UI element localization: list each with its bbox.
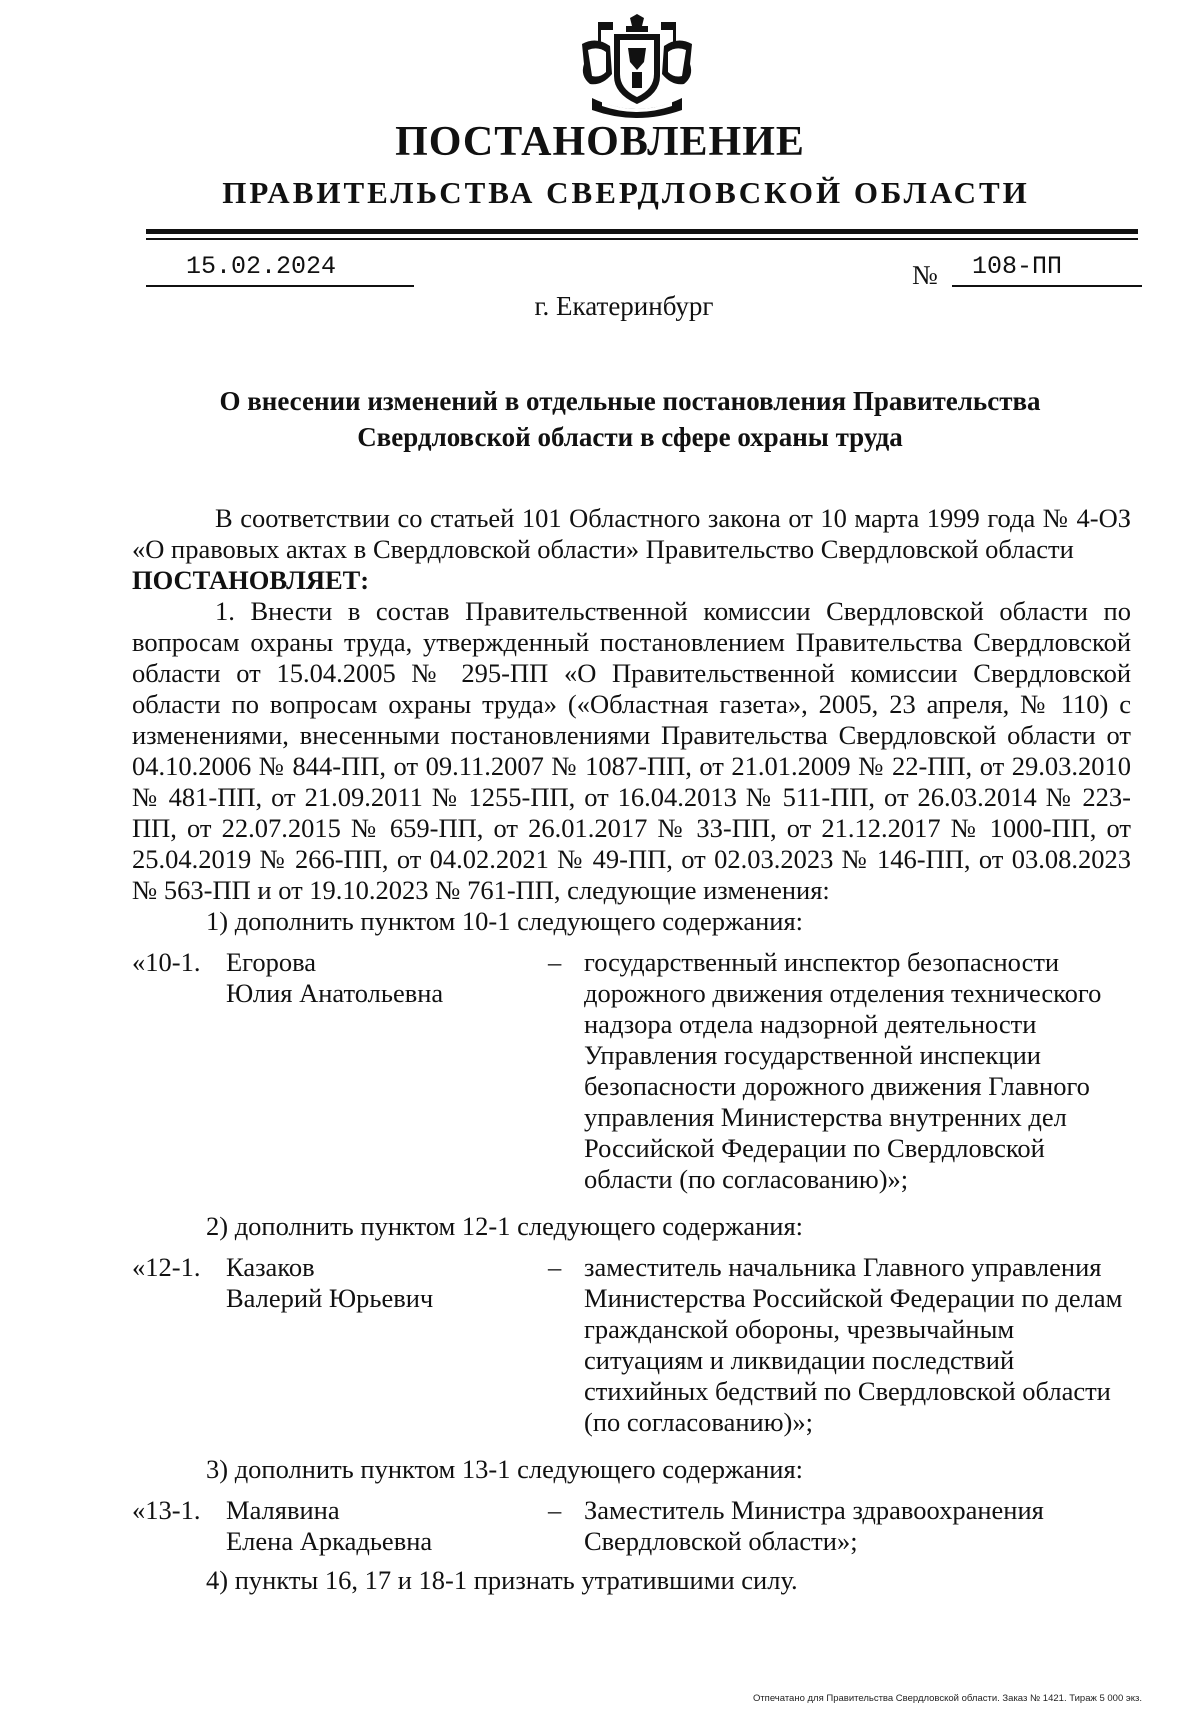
header-rule-thin bbox=[146, 238, 1138, 240]
member-surname: Малявина bbox=[226, 1495, 340, 1525]
document-subtitle: ПРАВИТЕЛЬСТВА СВЕРДЛОВСКОЙ ОБЛАСТИ bbox=[222, 175, 1030, 210]
position-line: (по согласованию)»; bbox=[584, 1407, 813, 1437]
member-name bbox=[226, 1252, 526, 1314]
coat-of-arms-emblem bbox=[572, 14, 702, 120]
heading-line-2: Свердловской области в сфере охраны труда bbox=[357, 422, 903, 452]
position-line: дорожного движения отделения технического bbox=[584, 978, 1102, 1008]
member-given-names: Елена Аркадьевна bbox=[226, 1526, 433, 1556]
position-line: заместитель начальника Главного управления bbox=[584, 1252, 1102, 1282]
number-underline bbox=[952, 285, 1142, 287]
position-line: безопасности дорожного движения Главного bbox=[584, 1071, 1090, 1101]
item-1-paragraph: 1. Внести в состав Правительственной комиссии Свердловской области по вопросам охраны труда, утвержденный постановлением Правительства Свердловской области от 15.04.2005 № 295-ПП «О Правительственной комиссии Свердловской области по вопросам охраны труда» («Областная газета», 2005, 23 апреля, № 110) с изменениями, внесенными постановлениями Правительства Свердловской области от 04.10.2006 № 844-ПП, от 09.11.2007 № 1087-ПП, от 21.01.2009 № 22-ПП, от 29.03.2010 № 481-ПП, от 21.09.2011 № 1255-ПП, от 16.04.2013 № 511-ПП, от 26.03.2014 № 223-ПП, от 22.07.2015 № 659-ПП, от 26.01.2017 № 33-ПП, от 21.12.2017 № 1000-ПП, от 25.04.2019 № 266-ПП, от 04.02.2021 № 49-ПП, от 02.03.2023 № 146-ПП, от 03.08.2023 № 563-ПП и от 19.10.2023 № 761-ПП, следующие изменения: bbox=[132, 596, 1131, 905]
position-line: государственный инспектор безопасности bbox=[584, 947, 1060, 977]
subitem-1: 1) дополнить пунктом 10-1 следующего содержания: bbox=[206, 906, 804, 936]
position-line: Министерства Российской Федерации по делам bbox=[584, 1283, 1123, 1313]
position-line: области (по согласованию)»; bbox=[584, 1164, 909, 1194]
entry-number: «13-1. bbox=[132, 1495, 201, 1525]
member-surname: Казаков bbox=[226, 1252, 315, 1282]
member-given-names: Валерий Юрьевич bbox=[226, 1283, 434, 1313]
entry-dash: – bbox=[548, 1252, 562, 1282]
document-heading bbox=[0, 383, 1200, 455]
number-sign: № bbox=[912, 260, 938, 290]
position-line: Управления государственной инспекции bbox=[584, 1040, 1041, 1070]
member-position bbox=[584, 1495, 1144, 1557]
position-line: стихийных бедствий по Свердловской области bbox=[584, 1376, 1111, 1406]
entry-number: «10-1. bbox=[132, 947, 201, 977]
intro-paragraph: В соответствии со статьей 101 Областного закона от 10 марта 1999 года № 4-ОЗ «О правовых актах в Свердловской области» Правительство Свердловской области bbox=[132, 503, 1131, 564]
position-line: Российской Федерации по Свердловской bbox=[584, 1133, 1045, 1163]
position-line: гражданской обороны, чрезвычайным bbox=[584, 1314, 1015, 1344]
subitem-4: 4) пункты 16, 17 и 18-1 признать утратившими силу. bbox=[206, 1565, 798, 1595]
document-date: 15.02.2024 bbox=[186, 252, 337, 281]
member-entry bbox=[132, 1252, 1131, 1438]
entry-dash: – bbox=[548, 1495, 562, 1525]
member-name bbox=[226, 947, 526, 1009]
position-line: Заместитель Министра здравоохранения bbox=[584, 1495, 1044, 1525]
member-surname: Егорова bbox=[226, 947, 317, 977]
print-footer: Отпечатано для Правительства Свердловской области. Заказ № 1421. Тираж 5 000 экз. bbox=[752, 1693, 1142, 1704]
position-line: управления Министерства внутренних дел bbox=[584, 1102, 1067, 1132]
decree-word: ПОСТАНОВЛЯЕТ: bbox=[132, 565, 370, 595]
date-underline bbox=[146, 285, 414, 287]
document-city: г. Екатеринбург bbox=[534, 291, 714, 321]
position-line: Свердловской области»; bbox=[584, 1526, 858, 1556]
member-name bbox=[226, 1495, 526, 1557]
member-position bbox=[584, 947, 1144, 1195]
document-title: ПОСТАНОВЛЕНИЕ bbox=[395, 119, 805, 165]
member-given-names: Юлия Анатольевна bbox=[226, 978, 444, 1008]
header-rule-thick bbox=[146, 229, 1138, 234]
heading-line-1: О внесении изменений в отдельные постановления Правительства bbox=[219, 386, 1041, 416]
position-line: надзора отдела надзорной деятельности bbox=[584, 1009, 1037, 1039]
member-entry bbox=[132, 947, 1131, 1195]
subitem-3: 3) дополнить пунктом 13-1 следующего содержания: bbox=[206, 1454, 804, 1484]
document-body bbox=[132, 503, 1131, 1596]
position-line: ситуациям и ликвидации последствий bbox=[584, 1345, 1015, 1375]
subitem-2: 2) дополнить пунктом 12-1 следующего содержания: bbox=[206, 1211, 804, 1241]
member-entry bbox=[132, 1495, 1131, 1557]
entry-number: «12-1. bbox=[132, 1252, 201, 1282]
entry-dash: – bbox=[548, 947, 562, 977]
member-position bbox=[584, 1252, 1144, 1438]
document-number: 108-ПП bbox=[972, 252, 1063, 281]
